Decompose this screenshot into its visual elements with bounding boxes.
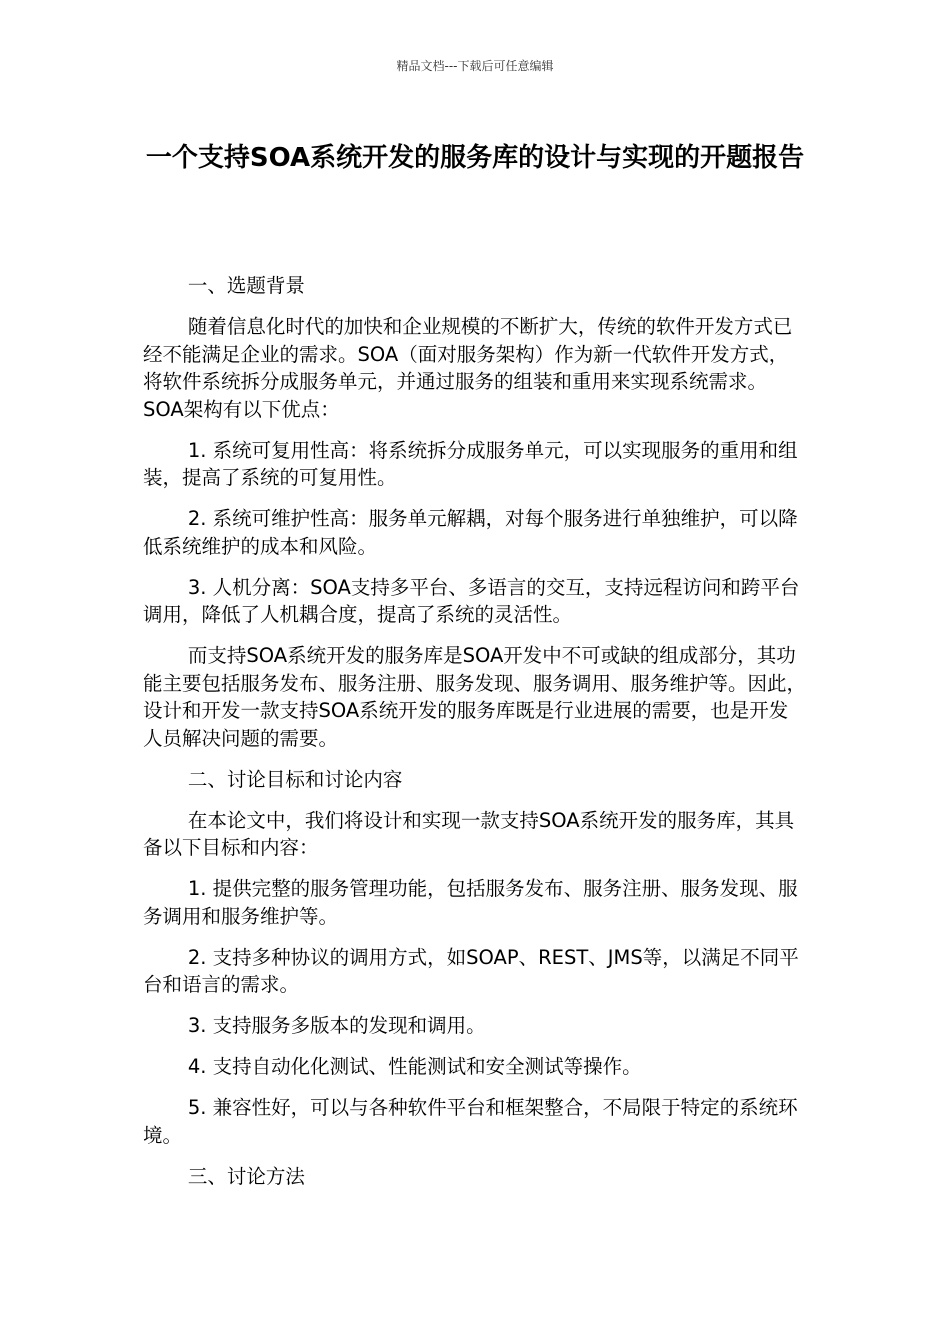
list-item: 5. 兼容性好，可以与各种软件平台和框架整合，不局限于特定的系统环境。	[143, 1096, 798, 1147]
body-paragraph: 随着信息化时代的加快和企业规模的不断扩大，传统的软件开发方式已经不能满足企业的需求。SOA（面对服务架构）作为新一代软件开发方式，将软件系统拆分成服务单元，并通过服务的组装和重用来实现系统需求。SOA架构有以下优点：	[143, 315, 793, 421]
list-item: 1. 系统可复用性高：将系统拆分成服务单元，可以实现服务的重用和组装，提高了系统的可复用性。	[143, 438, 798, 489]
section-heading: 三、讨论方法	[187, 1164, 305, 1188]
list-item: 3. 支持服务多版本的发现和调用。	[187, 1014, 486, 1037]
list-item: 2. 系统可维护性高：服务单元解耦，对每个服务进行单独维护，可以降低系统维护的成本和风险。	[143, 507, 798, 558]
list-item: 4. 支持自动化化测试、性能测试和安全测试等操作。	[187, 1055, 642, 1078]
page-header: 精品文档---下载后可任意编辑	[396, 59, 554, 73]
body-paragraph: 在本论文中，我们将设计和实现一款支持SOA系统开发的服务库，其具备以下目标和内容：	[143, 808, 795, 859]
section-heading: 二、讨论目标和讨论内容	[187, 767, 403, 791]
list-item: 3. 人机分离：SOA支持多平台、多语言的交互，支持远程访问和跨平台调用，降低了人机耦合度，提高了系统的灵活性。	[143, 575, 800, 626]
section-heading: 一、选题背景	[187, 274, 305, 297]
document-title: 一个支持SOA系统开发的服务库的设计与实现的开题报告	[145, 143, 805, 173]
document-body	[143, 272, 807, 1204]
list-item: 2. 支持多种协议的调用方式，如SOAP、REST、JMS等，以满足不同平台和语言的需求。	[143, 945, 799, 996]
body-paragraph: 而支持SOA系统开发的服务库是SOA开发中不可或缺的组成部分，其功能主要包括服务发布、服务注册、服务发现、服务调用、服务维护等。因此，设计和开发一款支持SOA系统开发的服务库既是行业进展的需要，也是开发人员解决问题的需要。	[143, 644, 807, 750]
list-item: 1. 提供完整的服务管理功能，包括服务发布、服务注册、服务发现、服务调用和服务维护等。	[143, 877, 798, 928]
